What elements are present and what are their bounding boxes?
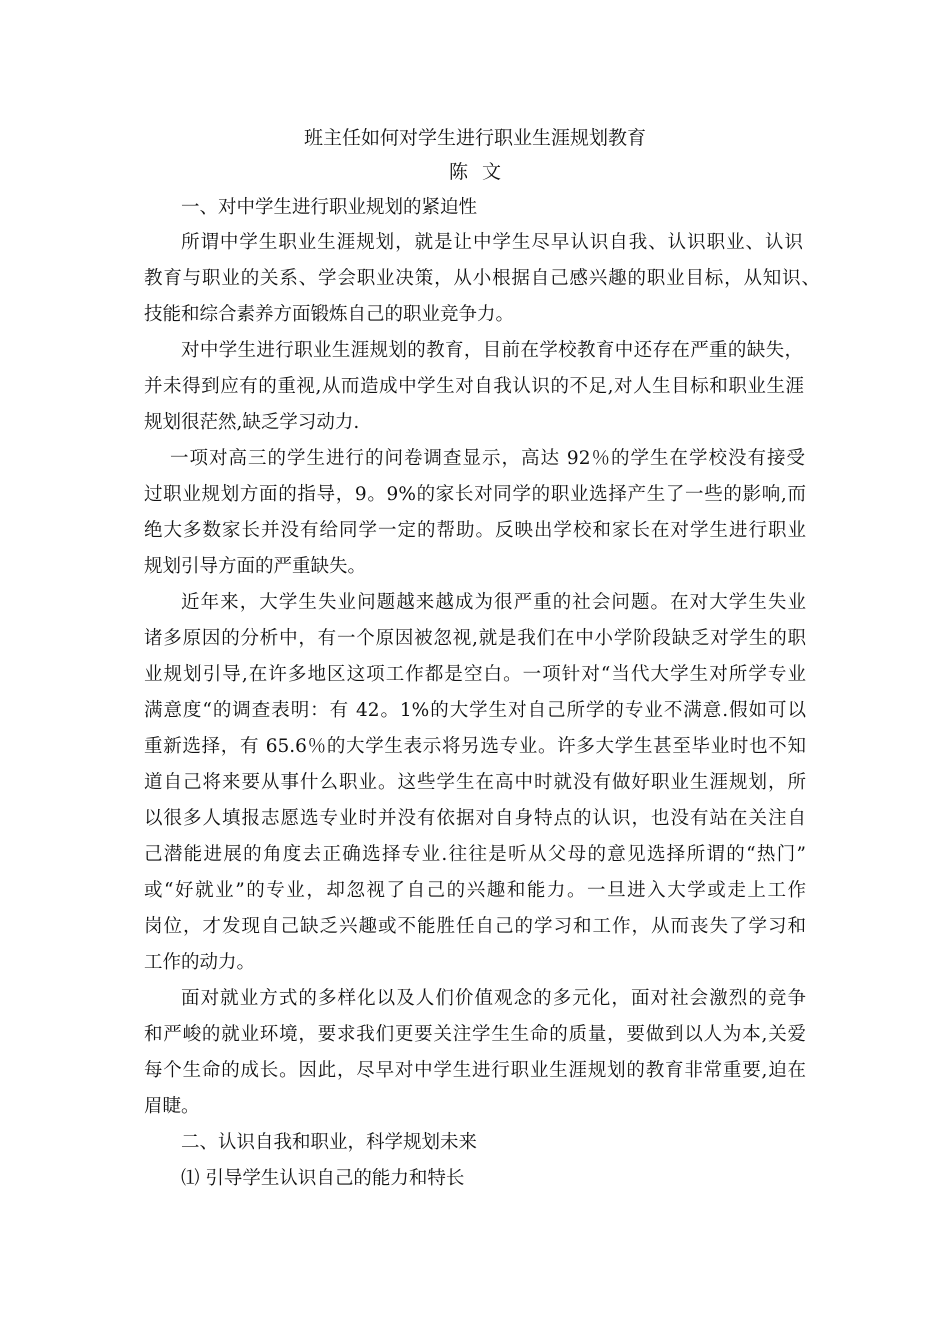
body-line: 己潜能进展的角度去正确选择专业.往往是听从父母的意见选择所谓的“热门” [144,844,806,865]
body-line: 过职业规划方面的指导，9。9%的家长对同学的职业选择产生了一些的影响,而 [144,484,806,505]
body-line: 并未得到应有的重视,从而造成中学生对自我认识的不足,对人生目标和职业生涯 [144,376,804,397]
body-line: 重新选择，有 65.6％的大学生表示将另选专业。许多大学生甚至毕业时也不知 [144,736,806,757]
body-line: 近年来，大学生失业问题越来越成为很严重的社会问题。在对大学生失业 [181,592,806,613]
body-line: 和严峻的就业环境，要求我们更要关注学生生命的质量，要做到以人为本,关爱 [144,1024,806,1045]
body-line: 业规划引导,在许多地区这项工作都是空白。一项针对“当代大学生对所学专业 [144,664,806,685]
body-line: 以很多人填报志愿选专业时并没有依据对自身特点的认识，也没有站在关注自 [144,808,806,829]
body-line: 满意度“的调查表明：有 42。1%的大学生对自己所学的专业不满意.假如可以 [144,700,806,721]
document-title: 班主任如何对学生进行职业生涯规划教育 [303,127,646,149]
body-line: 规划引导方面的严重缺失。 [144,556,367,577]
body-line: 眉睫。 [144,1096,200,1117]
body-line: 教育与职业的关系、学会职业决策，从小根据自己感兴趣的职业目标，从知识、 [144,268,820,289]
body-line: 面对就业方式的多样化以及人们价值观念的多元化，面对社会激烈的竞争 [181,988,806,1009]
body-line: 一项对高三的学生进行的问卷调查显示，高达 92％的学生在学校没有接受 [170,448,805,469]
body-line: 所谓中学生职业生涯规划，就是让中学生尽早认识自我、认识职业、认识 [181,232,803,253]
subsection-heading: ⑴ 引导学生认识自己的能力和特长 [181,1168,465,1189]
body-line: 岗位，才发现自己缺乏兴趣或不能胜任自己的学习和工作，从而丧失了学习和 [144,916,806,937]
document-author: 陈文 [448,161,515,183]
body-line: 或“好就业”的专业，却忽视了自己的兴趣和能力。一旦进入大学或走上工作 [144,880,806,901]
section-heading-1: 一、对中学生进行职业规划的紧迫性 [181,197,478,218]
body-line: 诸多原因的分析中，有一个原因被忽视,就是我们在中小学阶段缺乏对学生的职 [144,628,806,649]
body-line: 工作的动力。 [144,952,256,973]
section-heading-2: 二、认识自我和职业，科学规划未来 [181,1132,478,1153]
body-line: 每个生命的成长。因此，尽早对中学生进行职业生涯规划的教育非常重要,迫在 [144,1060,806,1081]
body-line: 规划很茫然,缺乏学习动力. [144,412,360,433]
body-line: 对中学生进行职业生涯规划的教育，目前在学校教育中还存在严重的缺失， [181,340,803,361]
body-line: 道自己将来要从事什么职业。这些学生在高中时就没有做好职业生涯规划，所 [144,772,806,793]
body-line: 绝大多数家长并没有给同学一定的帮助。反映出学校和家长在对学生进行职业 [144,520,806,541]
body-line: 技能和综合素养方面锻炼自己的职业竞争力。 [144,304,515,325]
